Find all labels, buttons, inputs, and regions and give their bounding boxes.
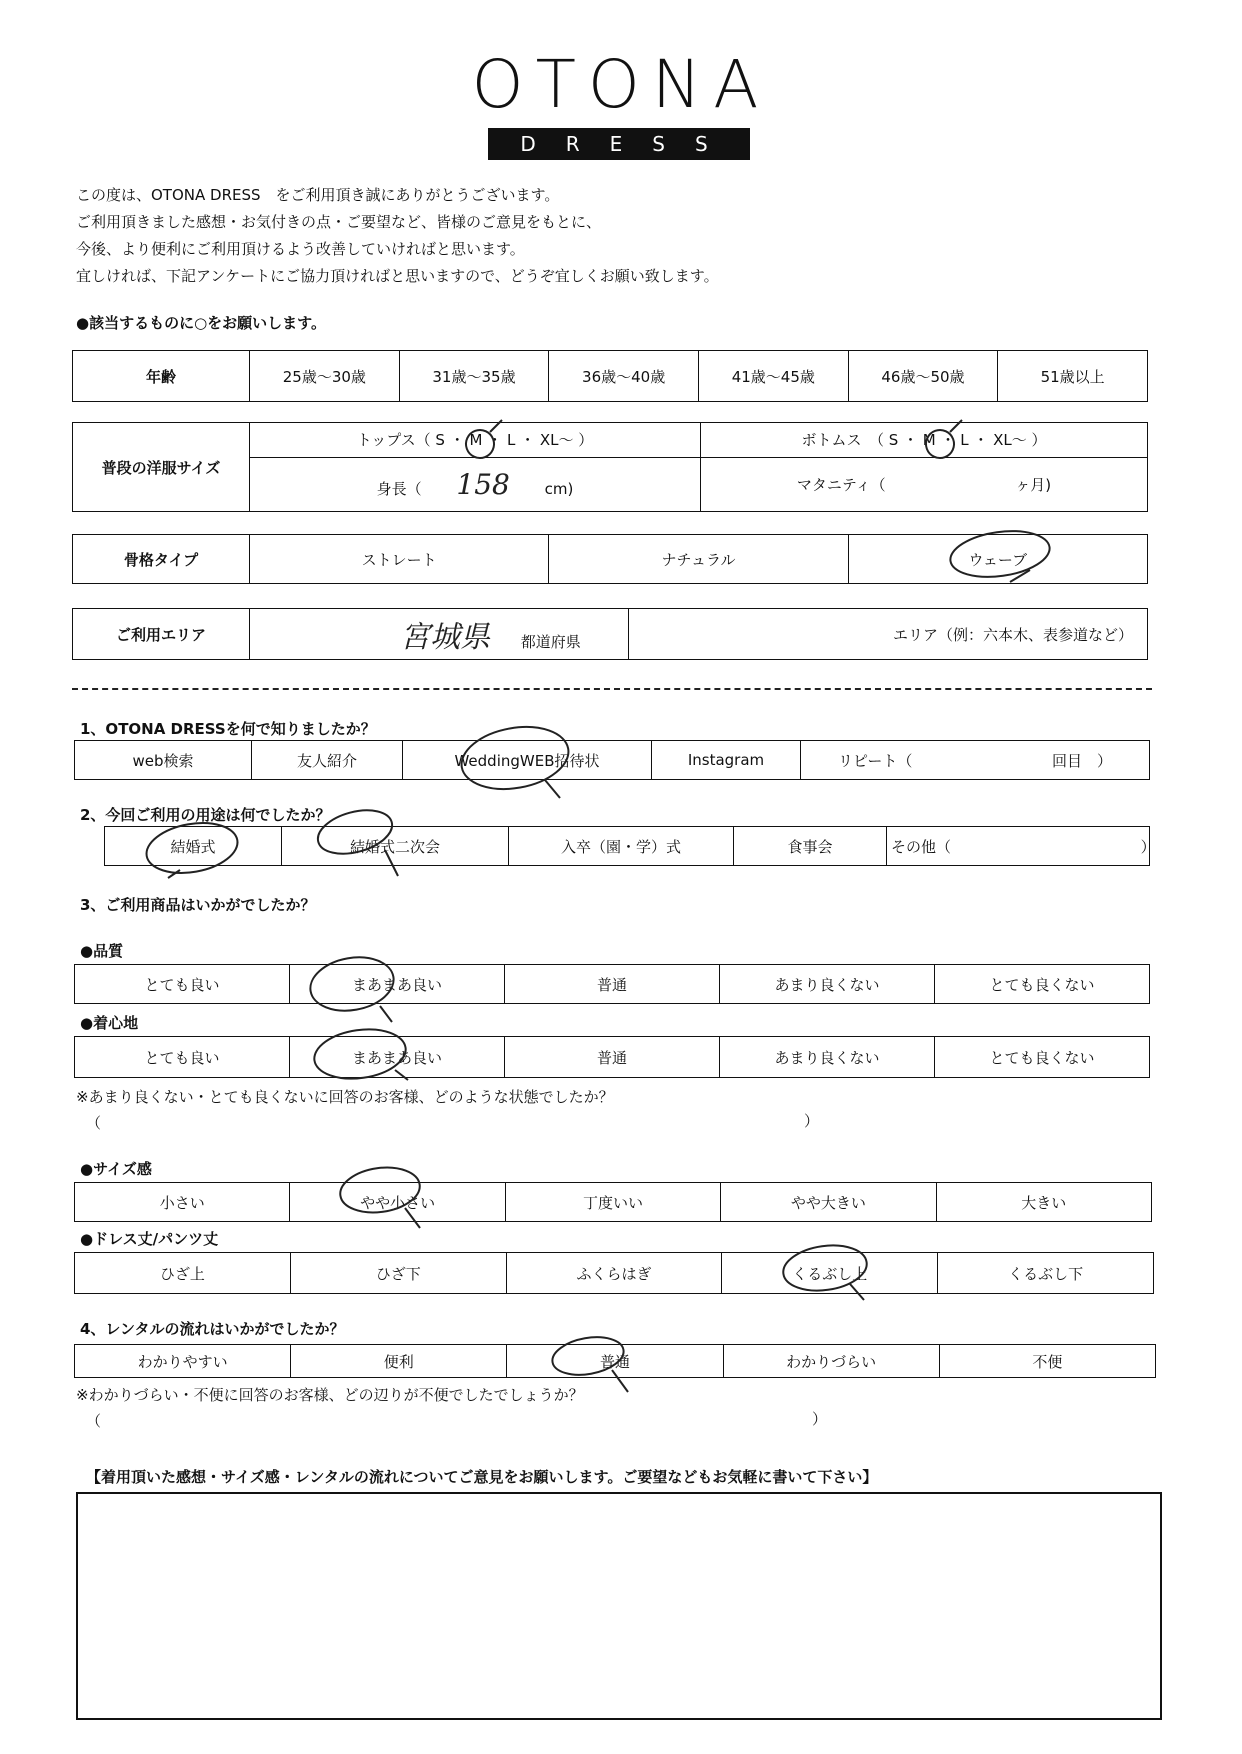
mark-kekkonshiki-tail [168, 870, 180, 878]
length-option[interactable]: くるぶし下 [938, 1253, 1154, 1294]
frame-label: 骨格タイプ [73, 535, 250, 584]
q1-table [74, 740, 1150, 780]
comfort-option[interactable]: とても良くない [935, 1037, 1150, 1078]
age-option[interactable]: 31歳〜35歳 [399, 351, 549, 402]
length-option[interactable]: ふくらはぎ [506, 1253, 722, 1294]
fit-label: ●サイズ感 [80, 1160, 152, 1178]
other-suffix: ） [1140, 837, 1156, 856]
height-value: 158 [456, 467, 510, 501]
fit-table [74, 1182, 1152, 1222]
other-prefix: その他（ [891, 837, 952, 856]
q1-option[interactable]: Instagram [652, 741, 801, 780]
age-option[interactable]: 25歳〜30歳 [250, 351, 400, 402]
bottoms-size[interactable]: ボトムス （ S ・ M ・ L ・ XL〜 ） [701, 423, 1148, 458]
quality-label: ●品質 [80, 942, 124, 960]
quality-option[interactable]: とても良い [75, 965, 290, 1004]
maternity-suffix: ヶ月) [1015, 475, 1052, 494]
logo-subbar: DRESS [488, 128, 750, 160]
maternity-prefix: マタニティ（ [796, 475, 886, 494]
q4-option[interactable]: わかりづらい [723, 1345, 939, 1378]
prefecture-suffix: 都道府県 [520, 633, 581, 651]
q4-option[interactable]: 不便 [939, 1345, 1155, 1378]
comfort-note: ※あまり良くない・とても良くないに回答のお客様、どのような状態でしたか？ [76, 1088, 614, 1106]
q2-option[interactable]: 食事会 [734, 827, 887, 866]
q4-table [74, 1344, 1156, 1378]
intro-text [76, 182, 719, 290]
length-table [74, 1252, 1154, 1294]
mark-quality-tail [380, 1006, 392, 1022]
intro-line: この度は、OTONA DRESS をご利用頂き誠にありがとうございます。 [76, 186, 560, 204]
q2-other[interactable] [887, 827, 1156, 866]
quality-option[interactable]: 普通 [505, 965, 720, 1004]
repeat-prefix: リピート（ [838, 751, 913, 770]
q4-answer-close: ） [812, 1410, 828, 1428]
q2-option[interactable]: 入卒（園・学）式 [509, 827, 734, 866]
q1-option[interactable]: WeddingWEB招待状 [403, 741, 652, 780]
frame-option[interactable]: ナチュラル [549, 535, 848, 584]
quality-option[interactable]: あまり良くない [720, 965, 935, 1004]
quality-option[interactable]: とても良くない [935, 965, 1150, 1004]
fit-option[interactable]: 丁度いい [505, 1183, 720, 1222]
q4-option[interactable]: わかりやすい [75, 1345, 291, 1378]
tops-size[interactable]: トップス（ S ・ M ・ L ・ XL〜 ） [250, 423, 701, 458]
intro-line: 今後、より便利にご利用頂けるよう改善していければと思います。 [76, 240, 525, 258]
frame-option[interactable]: ストレート [250, 535, 549, 584]
age-option[interactable]: 36歳〜40歳 [549, 351, 699, 402]
q2-option[interactable]: 結婚式二次会 [282, 827, 509, 866]
age-option[interactable]: 41歳〜45歳 [698, 351, 848, 402]
frame-option[interactable]: ウェーブ [848, 535, 1147, 584]
intro-line: ご利用頂きました感想・お気付きの点・ご要望など、皆様のご意見をもとに、 [76, 213, 602, 231]
frame-table [72, 534, 1148, 584]
size-label: 普段の洋服サイズ [73, 423, 250, 512]
logo-wordmark: OTONA [471, 46, 771, 123]
q4-note: ※わかりづらい・不便に回答のお客様、どの辺りが不便でしたでしょうか？ [76, 1386, 584, 1404]
area-label: ご利用エリア [73, 609, 250, 660]
height-field[interactable] [250, 457, 701, 511]
comment-box[interactable] [76, 1492, 1162, 1720]
mark-weddingweb-tail [545, 780, 560, 798]
fit-option[interactable]: 大きい [936, 1183, 1151, 1222]
prefecture-value: 宮城県 [400, 620, 490, 655]
q4-title: 4、レンタルの流れはいかがでしたか？ [80, 1320, 345, 1338]
q2-table [104, 826, 1156, 866]
age-option[interactable]: 51歳以上 [998, 351, 1148, 402]
prefecture-field[interactable] [250, 609, 629, 660]
fit-option[interactable]: 小さい [75, 1183, 290, 1222]
quality-option[interactable]: まあまあ良い [290, 965, 505, 1004]
area-table [72, 608, 1148, 660]
intro-line: 宜しければ、下記アンケートにご協力頂ければと思いますので、どうぞ宜しくお願い致します。 [76, 267, 719, 285]
comfort-option[interactable]: あまり良くない [720, 1037, 935, 1078]
q1-repeat[interactable] [801, 741, 1150, 780]
length-option[interactable]: くるぶし上 [722, 1253, 938, 1294]
q2-title: 2、今回ご利用の用途は何でしたか？ [80, 806, 331, 824]
height-prefix: 身長（ [376, 479, 422, 498]
instruction-heading: ●該当するものに○をお願いします。 [76, 314, 326, 332]
fit-option[interactable]: やや大きい [721, 1183, 936, 1222]
q4-option[interactable]: 普通 [507, 1345, 723, 1378]
age-label: 年齢 [73, 351, 250, 402]
length-label: ●ドレス丈/パンツ丈 [80, 1230, 219, 1248]
length-option[interactable]: ひざ下 [290, 1253, 506, 1294]
section-divider [72, 688, 1152, 690]
comfort-option[interactable]: 普通 [505, 1037, 720, 1078]
comfort-answer-open: （ [86, 1114, 102, 1132]
length-option[interactable]: ひざ上 [75, 1253, 291, 1294]
quality-table [74, 964, 1150, 1004]
comfort-table [74, 1036, 1150, 1078]
size-table [72, 422, 1148, 512]
q1-title: 1、OTONA DRESSを何で知りましたか？ [80, 720, 376, 738]
q4-answer-open: （ [86, 1412, 102, 1430]
age-option[interactable]: 46歳〜50歳 [848, 351, 998, 402]
q4-option[interactable]: 便利 [291, 1345, 507, 1378]
comment-title: 【着用頂いた感想・サイズ感・レンタルの流れについてご意見をお願いします。ご要望などもお気軽に書いて下さい】 [86, 1468, 878, 1486]
q1-option[interactable]: 友人紹介 [252, 741, 403, 780]
comfort-label: ●着心地 [80, 1014, 139, 1032]
height-suffix: cm) [544, 479, 574, 498]
comfort-option[interactable]: とても良い [75, 1037, 290, 1078]
repeat-suffix: 回目 ） [1051, 751, 1112, 770]
q2-option[interactable]: 結婚式 [105, 827, 282, 866]
comfort-answer-close: ） [804, 1112, 820, 1130]
q1-option[interactable]: web検索 [75, 741, 252, 780]
fit-option[interactable]: やや小さい [290, 1183, 505, 1222]
q3-title: 3、ご利用商品はいかがでしたか？ [80, 896, 316, 914]
area-field[interactable]: エリア（例：六本木、表参道など） [629, 609, 1148, 660]
maternity-field[interactable] [701, 457, 1148, 511]
comfort-option[interactable]: まあまあ良い [290, 1037, 505, 1078]
age-table [72, 350, 1148, 402]
